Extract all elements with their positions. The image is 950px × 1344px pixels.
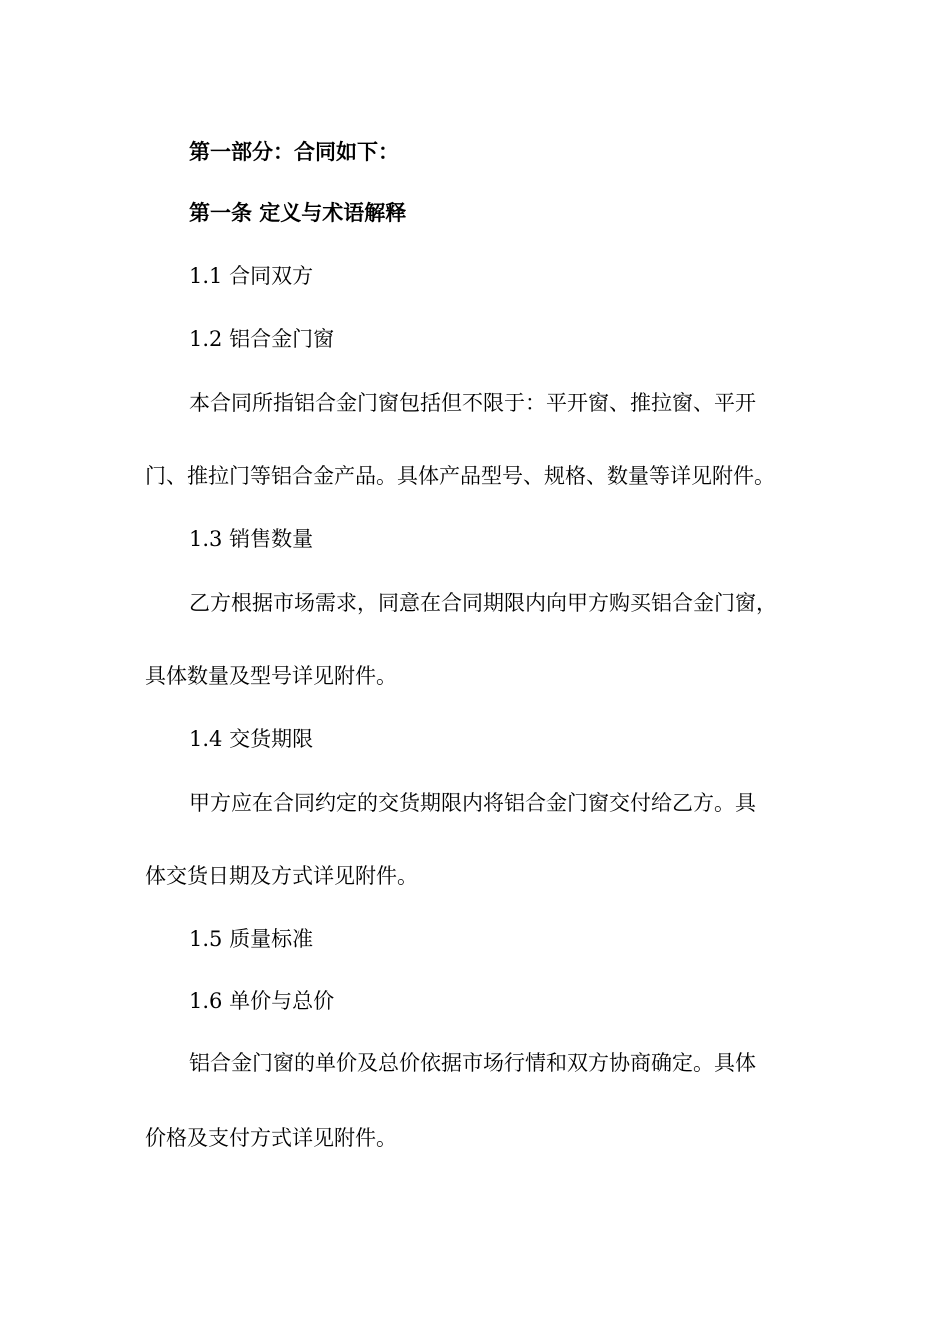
part-heading: 第一部分：合同如下： bbox=[189, 140, 399, 164]
section-1-2-heading: 1.2 铝合金门窗 bbox=[189, 327, 335, 351]
section-1-3-paragraph-line-1: 乙方根据市场需求，同意在合同期限内向甲方购买铝合金门窗， bbox=[189, 591, 777, 615]
section-1-2-paragraph-line-2: 门、推拉门等铝合金产品。具体产品型号、规格、数量等详见附件。 bbox=[145, 464, 775, 488]
section-1-4-paragraph-line-2: 体交货日期及方式详见附件。 bbox=[145, 864, 418, 888]
section-1-3-heading: 1.3 销售数量 bbox=[189, 527, 314, 551]
section-1-3-paragraph-line-2: 具体数量及型号详见附件。 bbox=[145, 664, 397, 688]
section-1-6-paragraph-line-2: 价格及支付方式详见附件。 bbox=[145, 1126, 397, 1150]
section-1-4-heading: 1.4 交货期限 bbox=[189, 727, 314, 751]
section-1-4-paragraph-line-1: 甲方应在合同约定的交货期限内将铝合金门窗交付给乙方。具 bbox=[189, 791, 756, 815]
article-heading: 第一条 定义与术语解释 bbox=[189, 201, 407, 225]
section-1-2-paragraph-line-1: 本合同所指铝合金门窗包括但不限于：平开窗、推拉窗、平开 bbox=[189, 391, 756, 415]
section-1-6-paragraph-line-1: 铝合金门窗的单价及总价依据市场行情和双方协商确定。具体 bbox=[189, 1051, 756, 1075]
section-1-6-heading: 1.6 单价与总价 bbox=[189, 989, 335, 1013]
section-1-1-heading: 1.1 合同双方 bbox=[189, 264, 314, 288]
section-1-5-heading: 1.5 质量标准 bbox=[189, 927, 314, 951]
